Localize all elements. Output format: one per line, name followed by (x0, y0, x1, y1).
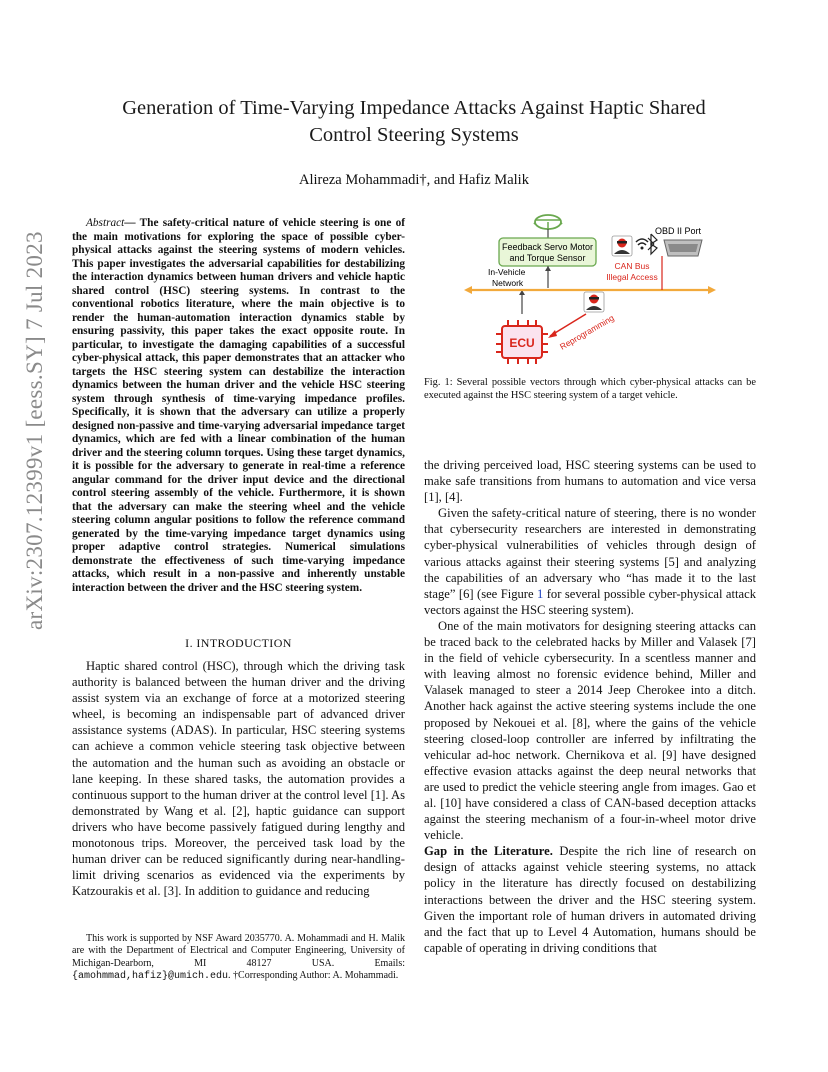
canbus-label-2: Illegal Access (606, 272, 658, 282)
figure-caption (424, 377, 756, 402)
footnote-text: This work is supported by NSF Award 2035770. A. Mohammadi and H. Malik are with the Department of Electrical and Computer Engineering, University of Michigan-Dearborn, MI 48127 USA. Emails: (72, 933, 405, 969)
abstract-text: — The safety-critical nature of vehicle steering is one of the main motivations for exploring the space of possible cyber-physical attacks against the steering systems of modern vehicles. This paper investigates the adversarial capabilities for destabilizing the interaction dynamics between human drivers and vehicle haptic shared control (HSC) steering systems. In contrast to the conventional robotics literature, where the main objective is to render the human-automation interaction dynamics stable by ensuring passivity, this paper takes the exact opposite route. In particular, to investigate the damaging capabilities of a successful cyber-physical attack, this paper demonstrates that an attacker who targets the HSC steering system can destabilize the interaction dynamics between the human driver and the vehicle HSC steering system through synthesis of time-varying impedance profiles. Specifically, it is shown that the adversary can utilize a properly designed non-passive and time-varying adversarial impedance target dynamics, which are fed with a linear combination of the human driver and the steering column torques. Using these target dynamics, it is possible for the adversary to generate in real-time a reference angular command for the driver input device and the directional control steering assembly of the vehicle. Furthermore, it is shown that the adversary can make the steering wheel and the vehicle steering column angular positions to follow the reference command generated by the time-varying impedance target dynamics using proper adaptive control strategies. Numerical simulations demonstrate the effectiveness of such time-varying impedance attacks, which result in a non-passive and inherently unstable interaction between the driver and the HSC steering system. (72, 217, 405, 594)
footnote-corresponding: . †Corresponding Author: A. Mohammadi. (228, 970, 399, 982)
introduction-left-column (72, 658, 405, 899)
obd-port-icon (664, 240, 702, 256)
intro-paragraph-2-tail: for several possible cyber-physical attack vectors against the HSC steering system). (424, 586, 757, 617)
gap-paragraph (424, 843, 756, 956)
abstract-label: Abstract (86, 217, 125, 229)
gap-text: Despite the rich line of research on design of attacks against vehicle steering systems, no attack policy in the literature has directly focused on destabilizing interactions between the driver and the HSC steering system. Given the important role of human drivers in automated driving and the fact that up to Level 4 Automation, humans should be capable of operating in driving conditions that (424, 844, 756, 955)
intro-paragraph-2 (424, 505, 756, 618)
title-line-1: Generation of Time-Varying Impedance Attacks Against Haptic Shared (122, 97, 706, 119)
footnote (72, 933, 405, 984)
title-line-2: Control Steering Systems (309, 124, 519, 146)
caption-label: Fig. 1: (424, 377, 453, 388)
wifi-icon (636, 239, 648, 250)
arxiv-identifier: arXiv:2307.12399v1 [eess.SY] 7 Jul 2023 (22, 231, 47, 630)
abstract (72, 217, 405, 595)
ecu-label: ECU (509, 336, 535, 350)
intro-paragraph-2-text: Given the safety-critical nature of steering, there is no wonder that cybersecurity researchers are interested in demonstrating cyber-physical vulnerabilities of vehicles through design of various attacks against their steering systems [5] and analyzing the capabilities of an adversary who “has made it to the last stage” [6] (see Figure (424, 506, 756, 601)
bluetooth-icon (648, 234, 657, 254)
gap-label: Gap in the Literature. (424, 844, 553, 859)
network-label-1: In-Vehicle (488, 267, 526, 277)
intro-paragraph-3: One of the main motivators for designing steering attacks can be traced back to the celebrated hacks by Miller and Valasek [7] in the field of vehicle cybersecurity. In a scentless manner and with leaving almost no forensic evidence behind, Miller and Valasek managed to steer a 2014 Jeep Cherokee into a ditch. Another hack against the active steering systems include the one proposed by Nekouei et al. [8], where the gains of the vehicle steering closed-loop controller are inferred by infiltrating the vehicular ad-hoc network. Chernikova et al. [9] have designed effective evasion attacks against the deep neural networks that are used to predict the vehicle steering angle from images. Gao et al. [10] have considered a class of CAN-based deception attacks against the steering mechanism of a four-in-wheel motor drive vehicle. (424, 618, 756, 843)
steering-wheel-icon (534, 215, 562, 229)
hacker-icon-2 (584, 292, 604, 312)
servo-label-2: and Torque Sensor (509, 253, 586, 263)
footnote-emails: {amohmmad,hafiz}@umich.edu (72, 971, 229, 983)
intro-paragraph-continued: the driving perceived load, HSC steering systems can be used to make safe transitions from humans to automation and vice versa [1], [4]. (424, 458, 756, 505)
introduction-right-column (424, 457, 756, 956)
obd-label: OBD II Port (655, 226, 702, 236)
figure-attack-vectors (462, 210, 722, 370)
authors: Alireza Mohammadi†, and Hafiz Malik (299, 172, 529, 188)
reprogramming-label: Reprogramming (558, 312, 616, 352)
figure-reference-link[interactable]: 1 (537, 586, 544, 601)
servo-label-1: Feedback Servo Motor (501, 242, 594, 252)
intro-paragraph-1: Haptic shared control (HSC), through which the driving task authority is balanced between the human driver and the driving assist system via an exchange of force at a motorized steering wheel, is becoming an indispensable part of advanced driver assistance systems (ADAS). In particular, HSC steering systems can achieve a common vehicle steering task objective between the automation and the human such as avoiding an obstacle or lane keeping. In these shared tasks, the automation provides a continuous support to the human driver at the control level [1]. As demonstrated by Wang et al. [2], haptic guidance can support drivers who have become passively fatigued during lengthy and monotonous trips. Moreover, the perceived task load by the human driver can be reduced significantly during near-handling-limit driving scenarios as evidenced via the experiments by Katzourakis et al. [3]. In addition to guidance and reducing (72, 659, 405, 899)
paper-title (60, 95, 768, 149)
canbus-label-1: CAN Bus (614, 261, 650, 271)
section-heading-introduction: I. INTRODUCTION (185, 636, 292, 650)
caption-text: Several possible vectors through which cyber-physical attacks can be executed against the HSC steering system of a target vehicle. (424, 377, 756, 401)
hacker-icon (612, 236, 632, 256)
network-label-2: Network (492, 278, 524, 288)
